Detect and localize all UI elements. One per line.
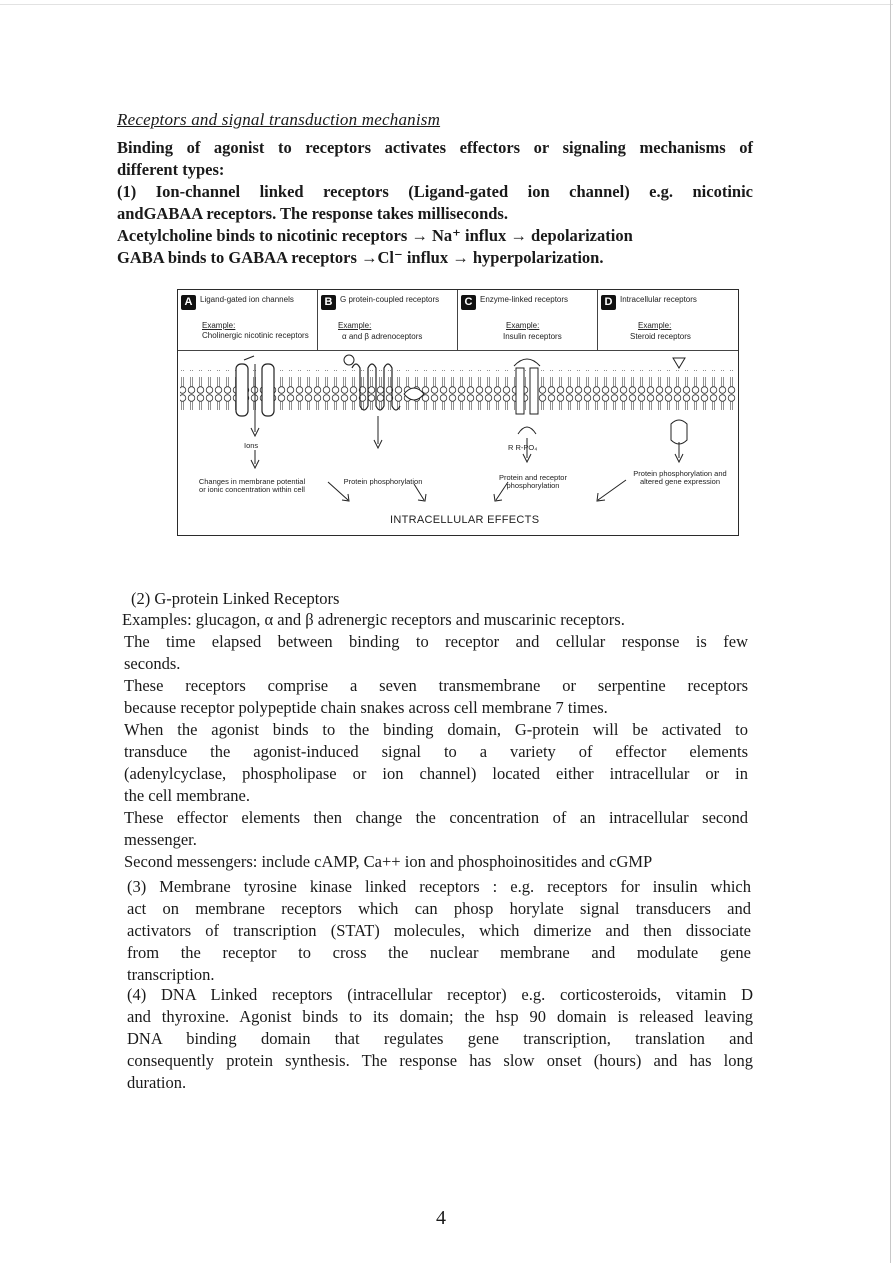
intracellular-effects-label: INTRACELLULAR EFFECTS	[390, 514, 540, 526]
effect-a-label: Changes in membrane potential or ionic concentration within cell	[198, 477, 306, 494]
section2-line: Second messengers: include cAMP, Ca++ ion and phosphoinositides and cGMP	[124, 852, 653, 871]
figure-box-d	[598, 290, 738, 351]
intro-line: (1) Ion-channel linked receptors (Ligand-gated ion channel) e.g. nicotinic	[117, 182, 753, 201]
section4-paragraph	[127, 984, 753, 1094]
section3-line: act on membrane receptors which can phosp horylate signal transducers and	[127, 899, 751, 918]
effect-b-label: Protein phosphorylation	[343, 477, 423, 486]
box-c-example-label: Example:	[506, 321, 540, 330]
section4-line: (4) DNA Linked receptors (intracellular receptor) e.g. corticosteroids, vitamin D	[127, 985, 753, 1004]
box-c-example: Insulin receptors	[503, 332, 562, 341]
kinase-label: R R-PO₄	[508, 443, 538, 452]
section2-line: These receptors comprise a seven transmembrane or serpentine receptors	[124, 676, 748, 695]
section2-line: transduce the agonist-induced signal to a variety of effector elements	[124, 742, 748, 761]
intro-line: andGABAA receptors. The response takes milliseconds.	[117, 204, 508, 223]
page-top-edge	[0, 4, 893, 5]
section3-line: from the receptor to cross the nuclear membrane and modulate gene	[127, 943, 751, 962]
section4-line: consequently protein synthesis. The response has slow onset (hours) and has long	[127, 1051, 753, 1070]
effect-c-label: Protein and receptor phosphorylation	[499, 473, 567, 490]
intro-line: Acetylcholine binds to nicotinic receptors → Na⁺ influx → depolarization	[117, 226, 633, 245]
section3-paragraph	[127, 876, 751, 986]
section2-title: (2) G-protein Linked Receptors	[131, 589, 340, 608]
badge-b: B	[321, 295, 336, 310]
section4-line: DNA binding domain that regulates gene transcription, translation and	[127, 1029, 753, 1048]
section-heading: Receptors and signal transduction mechanism	[117, 110, 441, 129]
intro-paragraph	[117, 137, 753, 269]
intro-line: different types:	[117, 160, 225, 179]
intro-line: GABA binds to GABAA receptors →Cl⁻ influx → hyperpolarization.	[117, 248, 604, 267]
intro-line: Binding of agonist to receptors activates effectors or signaling mechanisms of	[117, 138, 753, 157]
section4-line: duration.	[127, 1073, 187, 1092]
box-d-title: Intracellular receptors	[620, 295, 697, 304]
ions-label: Ions	[244, 441, 259, 450]
section2-line: because receptor polypeptide chain snakes across cell membrane 7 times.	[124, 698, 608, 717]
receptor-types-figure	[177, 289, 739, 536]
section2-line: When the agonist binds to the binding domain, G-protein will be activated to	[124, 720, 748, 739]
box-d-example-label: Example:	[638, 321, 672, 330]
ion-channel-shape	[236, 356, 274, 436]
box-a-example-label: Example:	[202, 321, 236, 330]
badge-d: D	[601, 295, 616, 310]
section2-line: the cell membrane.	[124, 786, 250, 805]
figure-box-a	[178, 290, 318, 351]
section2-line: (adenylcyclase, phospholipase or ion channel) located either intracellular or in	[124, 764, 748, 783]
page-number: 4	[436, 1207, 446, 1229]
section2-examples: Examples: glucagon, α and β adrenergic receptors and muscarinic receptors.	[122, 610, 625, 629]
section2-line: These effector elements then change the concentration of an intracellular second	[124, 808, 748, 827]
section3-line: activators of transcription (STAT) molecules, which dimerize and then dissociate	[127, 921, 751, 940]
box-c-title: Enzyme-linked receptors	[480, 295, 569, 304]
section2-line: messenger.	[124, 830, 197, 849]
section3-line: (3) Membrane tyrosine kinase linked receptors : e.g. receptors for insulin which	[127, 877, 751, 896]
box-b-example: α and β adrenoceptors	[342, 332, 423, 341]
badge-a: A	[181, 295, 196, 310]
badge-c: C	[461, 295, 476, 310]
section3-line: transcription.	[127, 965, 215, 984]
box-a-example: Cholinergic nicotinic receptors	[202, 331, 309, 340]
box-b-title: G protein-coupled receptors	[340, 295, 440, 304]
box-b-example-label: Example:	[338, 321, 372, 330]
page-right-edge	[890, 0, 891, 1263]
figure-box-b	[318, 290, 458, 351]
section2-line: The time elapsed between binding to receptor and cellular response is few	[124, 632, 748, 651]
box-d-example: Steroid receptors	[630, 332, 691, 341]
section2-body	[124, 631, 748, 873]
section2-line: seconds.	[124, 654, 181, 673]
effect-d-label: Protein phosphorylation and altered gene expression	[633, 469, 727, 486]
figure-box-c	[458, 290, 598, 351]
box-a-title: Ligand-gated ion channels	[200, 295, 294, 304]
section4-line: and thyroxine. Agonist binds to its domain; the hsp 90 domain is released leaving	[127, 1007, 753, 1026]
